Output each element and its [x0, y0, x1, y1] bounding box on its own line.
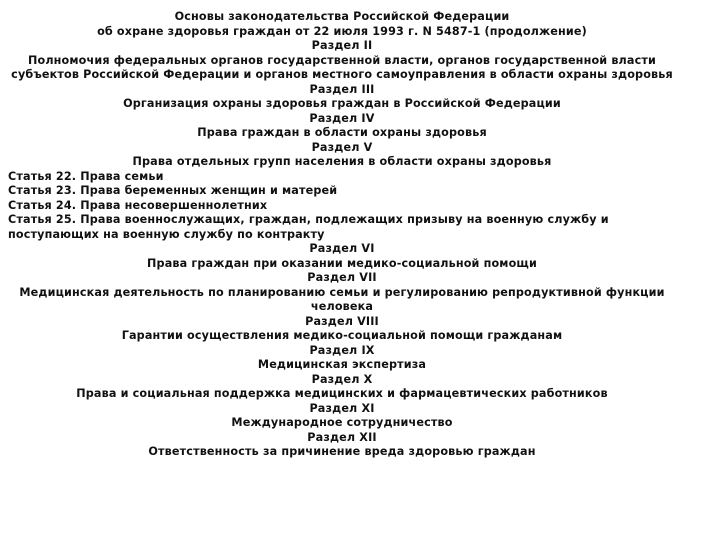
section-title-7: Медицинская деятельность по планированию семьи и регулированию репродуктивной функции человека — [19, 285, 665, 313]
section-heading-11: Раздел XI — [309, 401, 375, 415]
article-22: Статья 22. Права семьи — [8, 169, 164, 183]
section-heading-6: Раздел VI — [309, 242, 375, 255]
section-title-8: Гарантии осуществления медико-социальной помощи гражданам — [121, 329, 563, 342]
section-heading-3: Раздел III — [309, 82, 375, 96]
section-heading-8: Раздел VIII — [305, 314, 379, 328]
section-title-11: Международное сотрудничество — [231, 416, 453, 429]
section-heading-9: Раздел IX — [309, 343, 375, 357]
section-title-9: Медицинская экспертиза — [257, 358, 427, 371]
section-title-3: Организация охраны здоровья граждан в Российской Федерации — [123, 97, 561, 110]
section-heading-2: Раздел II — [311, 39, 373, 52]
section-title-2: Полномочия федеральных органов государственной власти, органов государственной власти субъектов Российской Федерации и органов местного самоуправления в области охраны здоровья — [11, 53, 673, 81]
document-title-line-1: Основы законодательства Российской Федерации — [174, 10, 510, 23]
section-heading-7: Раздел VII — [307, 271, 377, 284]
section-heading-10: Раздел X — [311, 372, 373, 386]
section-title-5: Права отдельных групп населения в области охраны здоровья — [132, 155, 552, 168]
article-24: Статья 24. Права несовершеннолетних — [8, 198, 268, 212]
section-heading-4: Раздел IV — [309, 111, 375, 125]
document-title-line-2: об охране здоровья граждан от 22 июля 1993 г. N 5487-1 (продолжение) — [97, 24, 587, 38]
section-title-10: Права и социальная поддержка медицинских и фармацевтических работников — [76, 387, 608, 400]
section-heading-12: Раздел XII — [307, 430, 377, 444]
section-title-6: Права граждан при оказании медико-социальной помощи — [147, 256, 537, 270]
section-title-4: Права граждан в области охраны здоровья — [197, 126, 487, 139]
document-body — [8, 10, 676, 460]
section-heading-5: Раздел V — [311, 140, 373, 154]
article-23: Статья 23. Права беременных женщин и матерей — [8, 184, 338, 197]
article-25: Статья 25. Права военнослужащих, граждан, подлежащих призыву на военную службу и поступающих на военную службу по контракту — [8, 213, 609, 241]
section-title-12: Ответственность за причинение вреда здоровью граждан — [148, 445, 536, 458]
